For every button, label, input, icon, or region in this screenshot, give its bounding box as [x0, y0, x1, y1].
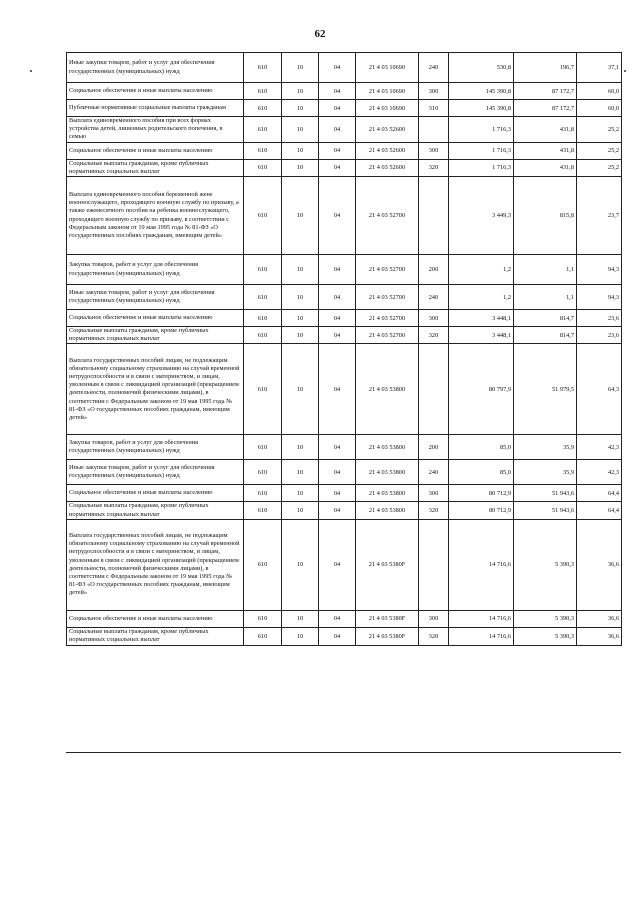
razdel-code: 10 [282, 327, 319, 344]
ved-code: 610 [244, 344, 282, 435]
razdel-code: 10 [282, 627, 319, 645]
table-row [67, 502, 622, 519]
plan-amount: 14 716,6 [449, 519, 514, 610]
budget-table [66, 52, 622, 646]
ved-code: 610 [244, 177, 282, 255]
row-name: Социальные выплаты гражданам, кроме публичных нормативных социальных выплат [67, 327, 244, 344]
expense-type: 320 [419, 627, 449, 645]
ved-code: 610 [244, 83, 282, 100]
podrazdel-code: 04 [319, 53, 356, 83]
executed-amount: 51 943,6 [514, 485, 577, 502]
plan-amount: 80 712,9 [449, 485, 514, 502]
table-row [67, 285, 622, 310]
razdel-code: 10 [282, 53, 319, 83]
execution-percent: 42,3 [577, 460, 622, 485]
ved-code: 610 [244, 327, 282, 344]
plan-amount: 3 448,1 [449, 327, 514, 344]
row-name: Социальное обеспечение и иные выплаты населению [67, 142, 244, 159]
podrazdel-code: 04 [319, 485, 356, 502]
executed-amount: 35,9 [514, 460, 577, 485]
razdel-code: 10 [282, 255, 319, 285]
ved-code: 610 [244, 285, 282, 310]
table-row [67, 100, 622, 117]
executed-amount: 87 172,7 [514, 83, 577, 100]
razdel-code: 10 [282, 285, 319, 310]
ved-code: 610 [244, 502, 282, 519]
row-name: Выплата государственных пособий лицам, не подлежащим обязательному социальному страхованию на случай временной нетрудоспособности и в связи с материнством, и лицам, уволенным в связи с ликвидацией организаций (прекращением деятельности, полномочий физическими лицами), в соответствии с Федеральным законом от 19 мая 1995 года № 81-ФЗ «О государственных пособиях гражданам, имеющим детей» [67, 344, 244, 435]
target-article: 21 4 03 10690 [356, 83, 419, 100]
target-article: 21 4 03 5380F [356, 519, 419, 610]
table-row [67, 142, 622, 159]
podrazdel-code: 04 [319, 310, 356, 327]
table-row [67, 177, 622, 255]
podrazdel-code: 04 [319, 435, 356, 460]
execution-percent: 36,6 [577, 627, 622, 645]
podrazdel-code: 04 [319, 142, 356, 159]
target-article: 21 4 03 53800 [356, 460, 419, 485]
target-article: 21 4 03 52600 [356, 142, 419, 159]
plan-amount: 85,0 [449, 460, 514, 485]
scan-dot-left [30, 70, 32, 72]
expense-type: 320 [419, 502, 449, 519]
execution-percent: 94,3 [577, 255, 622, 285]
executed-amount: 814,7 [514, 310, 577, 327]
razdel-code: 10 [282, 435, 319, 460]
executed-amount: 87 172,7 [514, 100, 577, 117]
executed-amount: 51 979,5 [514, 344, 577, 435]
target-article: 21 4 03 52700 [356, 285, 419, 310]
plan-amount: 14 716,6 [449, 610, 514, 627]
execution-percent: 23,7 [577, 177, 622, 255]
table-row [67, 610, 622, 627]
razdel-code: 10 [282, 610, 319, 627]
executed-amount: 196,7 [514, 53, 577, 83]
row-name: Иные закупки товаров, работ и услуг для обеспечения государственных (муниципальных) нужд [67, 460, 244, 485]
ved-code: 610 [244, 142, 282, 159]
executed-amount: 814,7 [514, 327, 577, 344]
row-name: Закупка товаров, работ и услуг для обеспечения государственных (муниципальных) нужд [67, 435, 244, 460]
plan-amount: 1 716,3 [449, 159, 514, 176]
podrazdel-code: 04 [319, 502, 356, 519]
executed-amount: 5 390,3 [514, 610, 577, 627]
execution-percent: 25,2 [577, 117, 622, 143]
podrazdel-code: 04 [319, 100, 356, 117]
plan-amount: 3 449,3 [449, 177, 514, 255]
table-row [67, 159, 622, 176]
expense-type: 300 [419, 142, 449, 159]
plan-amount: 530,8 [449, 53, 514, 83]
expense-type: 320 [419, 327, 449, 344]
plan-amount: 3 448,1 [449, 310, 514, 327]
row-name: Публичные нормативные социальные выплаты гражданам [67, 100, 244, 117]
ved-code: 610 [244, 519, 282, 610]
row-name: Иные закупки товаров, работ и услуг для обеспечения государственных (муниципальных) нужд [67, 53, 244, 83]
expense-type: 200 [419, 255, 449, 285]
expense-type [419, 344, 449, 435]
ved-code: 610 [244, 627, 282, 645]
executed-amount: 431,8 [514, 117, 577, 143]
ved-code: 610 [244, 485, 282, 502]
row-name: Выплата единовременного пособия беременной жене военнослужащего, проходящего военную службу по призыву, а также ежемесячного пособия на ребенка военнослужащего, проходящего военную службу по призыву, в соответствии с Федеральным законом от 19 мая 1995 года № 81-ФЗ «О государственных пособиях гражданам, имеющим детей» [67, 177, 244, 255]
ved-code: 610 [244, 159, 282, 176]
podrazdel-code: 04 [319, 255, 356, 285]
row-name: Выплата государственных пособий лицам, не подлежащим обязательному социальному страхованию на случай временной нетрудоспособности и в связи с материнством, и лицам, уволенным в связи с ликвидацией организаций (прекращением деятельности, полномочий физическими лицами), в соответствии с Федеральным законом от 19 мая 1995 года № 81-ФЗ «О государственных пособиях гражданам, имеющим детей» [67, 519, 244, 610]
row-name: Социальное обеспечение и иные выплаты населению [67, 610, 244, 627]
target-article: 21 4 03 5380F [356, 610, 419, 627]
ved-code: 610 [244, 53, 282, 83]
execution-percent: 64,4 [577, 502, 622, 519]
expense-type: 300 [419, 310, 449, 327]
podrazdel-code: 04 [319, 610, 356, 627]
razdel-code: 10 [282, 502, 319, 519]
razdel-code: 10 [282, 83, 319, 100]
row-name: Иные закупки товаров, работ и услуг для обеспечения государственных (муниципальных) нужд [67, 285, 244, 310]
target-article: 21 4 03 53800 [356, 344, 419, 435]
target-article: 21 4 03 10690 [356, 100, 419, 117]
table-row [67, 327, 622, 344]
plan-amount: 1,2 [449, 285, 514, 310]
expense-type [419, 177, 449, 255]
execution-percent: 25,2 [577, 159, 622, 176]
expense-type [419, 519, 449, 610]
execution-percent: 94,3 [577, 285, 622, 310]
podrazdel-code: 04 [319, 177, 356, 255]
expense-type: 300 [419, 485, 449, 502]
expense-type: 240 [419, 285, 449, 310]
row-name: Социальное обеспечение и иные выплаты населению [67, 83, 244, 100]
table-row [67, 310, 622, 327]
row-name: Закупка товаров, работ и услуг для обеспечения государственных (муниципальных) нужд [67, 255, 244, 285]
razdel-code: 10 [282, 142, 319, 159]
expense-type: 240 [419, 53, 449, 83]
table-row [67, 53, 622, 83]
execution-percent: 25,2 [577, 142, 622, 159]
razdel-code: 10 [282, 100, 319, 117]
scan-dot-right [624, 70, 626, 72]
razdel-code: 10 [282, 177, 319, 255]
table-row [67, 344, 622, 435]
table-row [67, 117, 622, 143]
razdel-code: 10 [282, 519, 319, 610]
target-article: 21 4 03 5380F [356, 627, 419, 645]
row-name: Социальные выплаты гражданам, кроме публичных нормативных социальных выплат [67, 627, 244, 645]
plan-amount: 80 712,9 [449, 502, 514, 519]
ved-code: 610 [244, 435, 282, 460]
podrazdel-code: 04 [319, 344, 356, 435]
razdel-code: 10 [282, 159, 319, 176]
plan-amount: 1,2 [449, 255, 514, 285]
execution-percent: 60,0 [577, 100, 622, 117]
table-row [67, 435, 622, 460]
row-name: Социальные выплаты гражданам, кроме публичных нормативных социальных выплат [67, 159, 244, 176]
expense-type: 310 [419, 100, 449, 117]
ved-code: 610 [244, 100, 282, 117]
table-row [67, 255, 622, 285]
plan-amount: 1 716,3 [449, 117, 514, 143]
razdel-code: 10 [282, 117, 319, 143]
plan-amount: 80 797,9 [449, 344, 514, 435]
target-article: 21 4 03 10690 [356, 53, 419, 83]
target-article: 21 4 03 52700 [356, 327, 419, 344]
execution-percent: 36,6 [577, 610, 622, 627]
ved-code: 610 [244, 310, 282, 327]
razdel-code: 10 [282, 485, 319, 502]
execution-percent: 23,6 [577, 327, 622, 344]
page-number: 62 [314, 28, 326, 40]
executed-amount: 1,1 [514, 255, 577, 285]
plan-amount: 1 716,3 [449, 142, 514, 159]
execution-percent: 42,3 [577, 435, 622, 460]
expense-type: 240 [419, 460, 449, 485]
target-article: 21 4 03 52700 [356, 310, 419, 327]
execution-percent: 64,4 [577, 485, 622, 502]
plan-amount: 14 716,6 [449, 627, 514, 645]
target-article: 21 4 03 52700 [356, 255, 419, 285]
podrazdel-code: 04 [319, 285, 356, 310]
footer-rule [66, 752, 621, 753]
executed-amount: 5 390,3 [514, 627, 577, 645]
expense-type: 320 [419, 159, 449, 176]
expense-type [419, 117, 449, 143]
execution-percent: 36,6 [577, 519, 622, 610]
target-article: 21 4 03 52600 [356, 117, 419, 143]
execution-percent: 64,3 [577, 344, 622, 435]
executed-amount: 35,9 [514, 435, 577, 460]
target-article: 21 4 03 52700 [356, 177, 419, 255]
executed-amount: 51 943,6 [514, 502, 577, 519]
ved-code: 610 [244, 460, 282, 485]
ved-code: 610 [244, 610, 282, 627]
podrazdel-code: 04 [319, 159, 356, 176]
expense-type: 300 [419, 610, 449, 627]
podrazdel-code: 04 [319, 327, 356, 344]
row-name: Социальное обеспечение и иные выплаты населению [67, 310, 244, 327]
podrazdel-code: 04 [319, 117, 356, 143]
executed-amount: 431,8 [514, 142, 577, 159]
target-article: 21 4 03 53800 [356, 435, 419, 460]
executed-amount: 431,8 [514, 159, 577, 176]
target-article: 21 4 03 53800 [356, 502, 419, 519]
podrazdel-code: 04 [319, 460, 356, 485]
plan-amount: 145 390,8 [449, 100, 514, 117]
razdel-code: 10 [282, 310, 319, 327]
razdel-code: 10 [282, 460, 319, 485]
executed-amount: 5 390,3 [514, 519, 577, 610]
executed-amount: 1,1 [514, 285, 577, 310]
table-row [67, 627, 622, 645]
execution-percent: 37,1 [577, 53, 622, 83]
expense-type: 200 [419, 435, 449, 460]
ved-code: 610 [244, 117, 282, 143]
execution-percent: 60,0 [577, 83, 622, 100]
row-name: Социальное обеспечение и иные выплаты населению [67, 485, 244, 502]
podrazdel-code: 04 [319, 519, 356, 610]
table-row [67, 519, 622, 610]
row-name: Социальные выплаты гражданам, кроме публичных нормативных социальных выплат [67, 502, 244, 519]
budget-table-body [67, 53, 622, 646]
execution-percent: 23,6 [577, 310, 622, 327]
table-row [67, 485, 622, 502]
row-name: Выплата единовременного пособия при всех формах устройства детей, лишенных родительского попечения, в семью [67, 117, 244, 143]
podrazdel-code: 04 [319, 83, 356, 100]
table-row [67, 460, 622, 485]
plan-amount: 145 390,8 [449, 83, 514, 100]
plan-amount: 85,0 [449, 435, 514, 460]
executed-amount: 815,8 [514, 177, 577, 255]
ved-code: 610 [244, 255, 282, 285]
expense-type: 300 [419, 83, 449, 100]
table-row [67, 83, 622, 100]
target-article: 21 4 03 52600 [356, 159, 419, 176]
target-article: 21 4 03 53800 [356, 485, 419, 502]
podrazdel-code: 04 [319, 627, 356, 645]
razdel-code: 10 [282, 344, 319, 435]
